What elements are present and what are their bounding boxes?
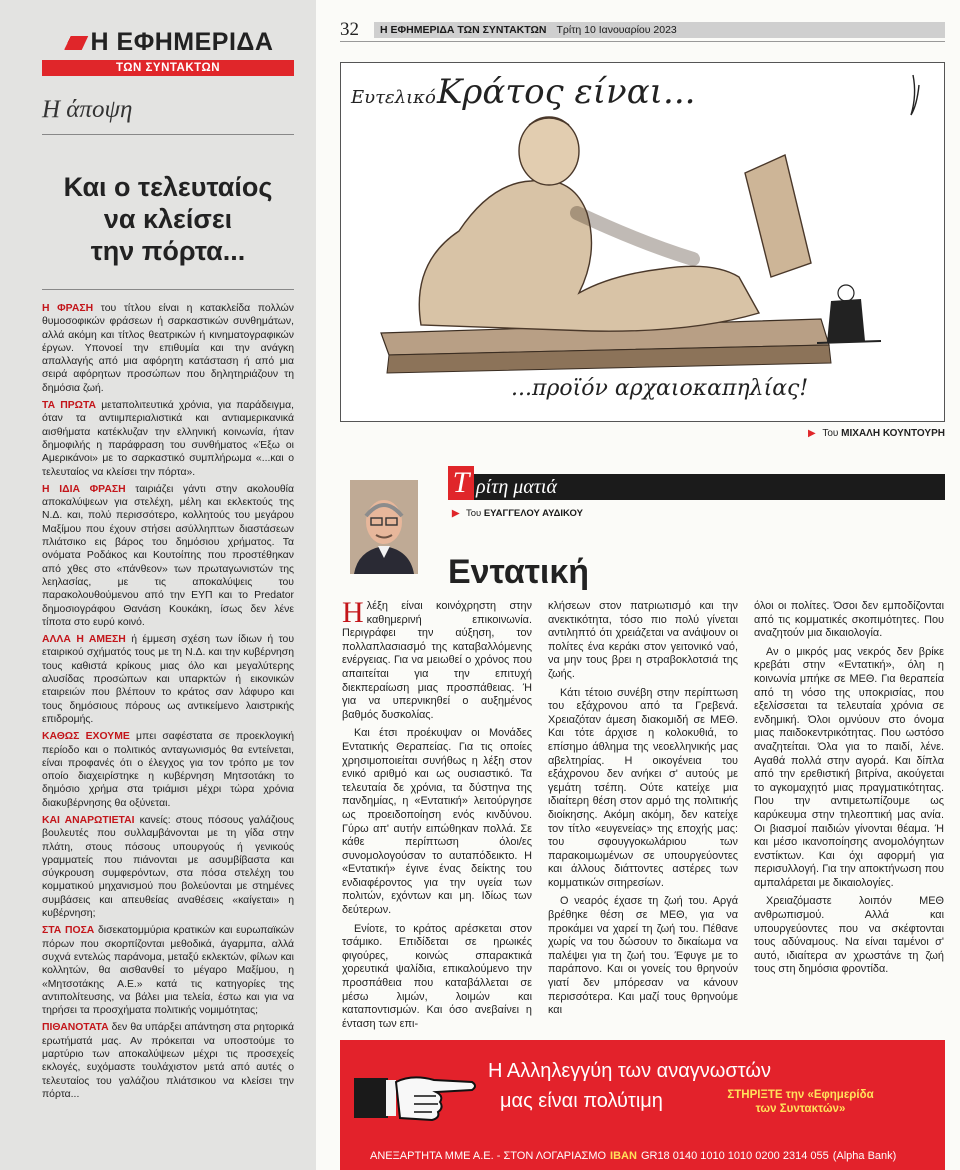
page-number: 32 [340, 18, 359, 40]
editorial-paragraph: ΣΤΑ ΠΟΣΑ δισεκατομμύρια κρατικών και ευρωπαϊκών πόρων που σκορπίζονται μεθοδικά, άγαρμπα, αλλά συχνά εντελώς παράνομα, μεταξύ εκλεκτών, φίλων και κολλητών, θα αισθανθεί το μέγαρο Μαξίμου, η «Μητσοτάκης Α.Ε.» κατά τις κατηγορίες της αντιπολίτευσης, να βάλει μια τελεία, έστω και για να τηρήσει τα προσχήματα πολιτικής νομιμότητας; [42, 925, 294, 1017]
article-paragraph: κλήσεων στον πατριωτισμό και την ανεκτικότητα, τόσο πιο πολύ γίνεται αντιληπτό ότι χρειάζεται να ανάψουν οι πολίτες ένα κεράκι στον γειτονικό ναό, να μην τους βρει η στραβοκλοτσιά της ζωής. [548, 600, 738, 680]
article-paragraph: Ο νεαρός έχασε τη ζωή του. Αργά βρέθηκε θέση σε ΜΕΘ, για να προκάμει να χαρεί τη ζωή του. Πέθανε χωρίς να του δώσουν το δικαίωμα να παλέψει για τη ζωή του. Έφυγε με το παράπονο. Και οι γονείς του θρηνούν γιατί δεν μπόρεσαν να κάνουν περισσότερα. Και μαζί τους θρηνούμε και [548, 895, 738, 1017]
bank-name: (Alpha Bank) [832, 1150, 897, 1162]
promo-bank-details: ΑΝΕΞΑΡΤΗΤΑ ΜΜΕ Α.Ε. - ΣΤΟΝ ΛΟΓΑΡΙΑΣΜΟ IBAN GR18 0140 1010 1010 0200 2314 055 (Alpha Bank) [370, 1150, 897, 1162]
dropcap: Η [342, 596, 364, 629]
masthead-title: Η ΕΦΗΜΕΡΙΔΑ [90, 28, 274, 56]
flame-logo-icon [59, 36, 88, 50]
section-banner [448, 466, 945, 500]
article-paragraph: Κάτι τέτοιο συνέβη στην περίπτωση του εξάχρονου από τα Γρεβενά. Χρειαζόταν άμεση διακομιδή σε ΜΕΘ. Και τότε άρχισε η κολοκυθιά, το επίσημο άθλημα της νεοελληνικής μας αβελτηρίας. Η οικογένεια του εξάχρονου δεν ανήκει σ' αυτούς με γεμάτη τσέπη. Ούτε κατείχε μια ιδιαίτερη θέση στον αρμό της πολιτικής διοίκησης. Ακόμη ακόμη, δεν κατείχε τον τίτλο «ευγενείας» της εποχής μας: του σφουγγοκωλάριου των παρακοιμωμένων σε υπουργεύοντες και άλλους διάττοντες αστέρες των κομματικών σιτηρεσίων. [548, 686, 738, 889]
article-column-3 [754, 600, 944, 1036]
cartoon-caption-bottom: ...προϊόν αρχαιοκαπηλίας! [511, 376, 809, 401]
editorial-body [42, 302, 294, 1101]
author-portrait [350, 480, 418, 574]
article-column-1 [342, 596, 532, 1036]
section-title: ρίτη ματιά [476, 475, 557, 498]
article-column-2 [548, 600, 738, 1036]
cartoonist-name: ΜΙΧΑΛΗ ΚΟΥΝΤΟΥΡΗ [841, 428, 945, 439]
cartoon-credit: ▶ Του ΜΙΧΑΛΗ ΚΟΥΝΤΟΥΡΗ [808, 428, 945, 439]
article-paragraph: Ενίοτε, το κράτος αρέσκεται στον τσάμικο. Επιδίδεται σε ηρωικές φιγούρες, κοινώς σπαρακτικά χορευτικά ψαλίδια, επικαλούμενο την προσπάθεια που καταβάλλεται σε μέσω λιμών, λοιμών και καταποντισμών. Και όσο ανεβαίνει η ένταση των επι- [342, 922, 532, 1030]
promo-cta[interactable]: ΣΤΗΡΙΞΤΕ την «Εφημερίδα των Συντακτών» [727, 1089, 874, 1115]
arrow-right-icon: ▶ [452, 508, 460, 519]
cartoon-caption-big: Κράτος είναι... [437, 72, 696, 112]
column-author: ▶ Του ΕΥΑΓΓΕΛΟΥ ΑΥΔΙΚΟΥ [452, 508, 583, 519]
editorial-sidebar [0, 0, 316, 1170]
cartoon-image[interactable] [340, 62, 945, 422]
page-header [340, 18, 945, 42]
article-paragraph: Αν ο μικρός μας νεκρός δεν βρίκε κρεβάτι στην «Εντατική», όλη η κοινωνία μπήκε σε ΜΕΘ. Για θεραπεία από τη νόσο της υποκρισίας, που εξελίσσεται τα τελευταία χρόνια σε ενδημική. Όλοι ομνύουν στο όνομα μιας παιδοκεντρικότητας. Που ωστόσο αναζητείται. Όλα για το παιδί, λένε. Αγαθά πολλά στην αγορά. Και δίπλα από την ερεθιστική βιτρίνα, ακούγεται το αγκομαχητό μιας πραγματικότητας. Που την αντιμετωπίζουμε ως καρύκευμα στην τηλεοπτική μας ανία. Οι βιασμοί παιδιών γίνονται θέαμα. Ή και μέσο ικανοποίησης ανομολόγητων ενστίκτων. Και όχι αφορμή για περισυλλογή. Για την αποκτήνωση που αμπαλάρεται με δικαιολογίες. [754, 645, 944, 889]
masthead[interactable] [42, 28, 294, 76]
article-paragraph: όλοι οι πολίτες. Όσοι δεν εμποδίζονται από τις κομματικές σκοπιμότητες. Που αναζητούν μια δικαιολογία. [754, 600, 944, 640]
reader-support-ad[interactable] [340, 1040, 945, 1170]
main-area [340, 18, 945, 1162]
editorial-paragraph: ΠΙΘΑΝΟΤΑΤΑ δεν θα υπάρξει απάντηση στα ρητορικά ερωτήματά μας. Αν πρόκειται να υποστούμε το μαρτύριο των αποκαλύψεων μέχρι τις προσεχείς εκλογές, ευχόμαστε τουλάχιστον μετά από αυτές ο τελευταίος του γαλάζιου πλιάτσικου να κλείσει την πόρτα... [42, 1022, 294, 1100]
opinion-label: Η άποψη [42, 96, 294, 135]
iban-number: GR18 0140 1010 1010 0200 2314 055 [640, 1150, 829, 1162]
page-header-date: Τρίτη 10 Ιανουαρίου 2023 [556, 23, 677, 36]
pointing-hand-icon [352, 1060, 480, 1130]
article-paragraph: Χρειαζόμαστε λοιπόν ΜΕΘ ανθρωπισμού. Αλλά και υπουργεύοντες που να σκέφτονται τους αδύναμους. Να είναι ταμένοι σ' αυτό, ιδιαίτερα αν χρωστάνε τη ζωή τους στη δημόσια φροντίδα. [754, 895, 944, 976]
iban-label: IBAN [610, 1150, 637, 1162]
promo-subheadline: μας είναι πολύτιμη [500, 1090, 663, 1112]
article-paragraph: Και έτσι προέκυψαν οι Μονάδες Εντατικής Θεραπείας. Για τις οποίες χρησιμοποιείται συνήθως η λέξη στον ενικό αριθμό και ως ουσιαστικό. Τα τελευταία δε χρόνια, τα δύστηνα της πανδημίας, η «Εντατική» λειτούργησε ως προειδοποίηση ενός κινδύνου. Γύρω απ' αυτήν ειπώθηκαν πολλά. Σε κάθε περίπτωση όλοι/ες συνομολογούσαν το αυταπόδεικτο. Η «Εντατική» έγινε ένας δείκτης του ενδιαφέροντος για την υγεία των πολιτών, εχόντων και μη. Ιδίως των δεύτερων. [342, 727, 532, 917]
editorial-paragraph: ΚΑΘΩΣ ΕΧΟΥΜΕ μπει σαφέστατα σε προεκλογική περίοδο και ο πολιτικός ανταγωνισμός θα εντείνεται, είναι προφανές ότι ο έλεγχος για τον τρόπο με τον οποίο διαχειρίστηκε η κυβέρνηση Μητσοτάκη το δημόσιο χρήμα στα τριάμισι μέχρι τώρα χρόνια διακυβέρνησης θα οξύνεται. [42, 731, 294, 809]
editorial-paragraph: Η ΙΔΙΑ ΦΡΑΣΗ ταιριάζει γάντι στην ακολουθία αποκαλύψεων για στελέχη, μέλη και εκλεκτούς της Ν.Δ. και, πολύ περισσότερο, κολλητούς του μεγάρου Μαξίμου που έχουν στήσει ασύλληπτων διαστάσεων πλιάτσικο εις βάρος του δημόσιου χρήματος. Τα ονόματα Ροδάκος και Κουτοίπης που προστέθηκαν από χθες στο «πάνθεον» των πρωταγωνιστών της λεηλασίας, με τις αποκαλύψεις του παρακολουθούμενου από την ΕΥΠ και το Predator δημοσιογράφου Θανάση Κουκάκη, ίσως δεν λένε τίποτα στο ευρύ κοινό. [42, 483, 294, 628]
article-paragraph: Η λέξη είναι κοινόχρηστη στην καθημερινή επικοινωνία. Περιγράφει την αύξηση, τον πολλαπλασιασμό της καταβαλλόμενης ενέργειας. Για να μειωθεί ο χρόνος που απαιτείται για την επιτυχή διεκπεραίωση μιας προσπάθειας. Ή για να υπερνικηθεί ο αυξημένος βαθμός δυσκολίας. [342, 596, 532, 721]
masthead-subtitle: ΤΩΝ ΣΥΝΤΑΚΤΩΝ [42, 60, 294, 76]
promo-headline: Η Αλληλεγγύη των αναγνωστών [488, 1060, 771, 1082]
editorial-paragraph: Η ΦΡΑΣΗ του τίτλου είναι η κατακλείδα πολλών θυμοσοφικών φράσεων ή σαρκαστικών συνθημάτων, αλλά ακόμη και τίτλος θεατρικών ή κινηματογραφικών έργων. Υπονοεί την επιθυμία και την ανάγκη απαλλαγής από μια αφόρητη κατάσταση ή από μια σειρά αφόρητων προσώπων που δηλητηριάζουν τη δημόσια ζωή. [42, 303, 294, 394]
editorial-paragraph: ΑΛΛΑ Η ΑΜΕΣΗ ή έμμεση σχέση των ίδιων ή του εταιρικού σχήματός τους με τη Ν.Δ. και την κυβέρνηση τους καθιστά κρίκους μιας όλο και μεγαλύτερης αλυσίδας προσώπων και υπαρκτών ή εικονικών εταιρειών που βλέπουν το κράτος σαν λάφυρο και τους δημόσιους πόρους ως αντικείμενο λαιστρικής επιδρομής. [42, 634, 294, 725]
editorial-headline: Και ο τελευταίος να κλείσει την πόρτα... [42, 171, 294, 290]
article-body [342, 596, 945, 1036]
page-header-paper: Η ΕΦΗΜΕΡΙΔΑ ΤΩΝ ΣΥΝΤΑΚΤΩΝ [380, 23, 547, 36]
editorial-paragraph: ΤΑ ΠΡΩΤΑ μεταπολιτευτικά χρόνια, για παράδειγμα, όταν τα αντιιμπεριαλιστικά και αντιαμερικανικά αισθήματα κατέκλυζαν την ελληνική κοινωνία, ήταν δημοφιλής η παράφραση του συνθήματος «Έξω οι Αμερικάνοι» με το σαρκαστικό συμπλήρωμα «...και ο τελευταίος να κλείσει την πόρτα». [42, 400, 294, 478]
editorial-paragraph: ΚΑΙ ΑΝΑΡΩΤΙΕΤΑΙ κανείς: στους πόσους γαλάζιους βουλευτές που συλλαμβάνονται με τη γίδα στην πλάτη, στους πόσους υπουργούς ή γενικούς γραμματείς που πιάνονται με ασυμβίβαστα και σύγκρουση συμφερόντων, στα πόσα στελέχη του κομματικού μηχανισμού που βολεύονται με στημένες συμβάσεις και απευθείας αναθέσεις «καίγεται» η κυβέρνηση; [42, 814, 294, 920]
arrow-right-icon: ▶ [808, 428, 816, 439]
article-title: Εντατική [448, 553, 590, 591]
section-initial: Τ [448, 466, 474, 500]
cartoon-illustration [341, 63, 944, 421]
cartoon-caption-small: Ευτελικό [351, 87, 436, 108]
